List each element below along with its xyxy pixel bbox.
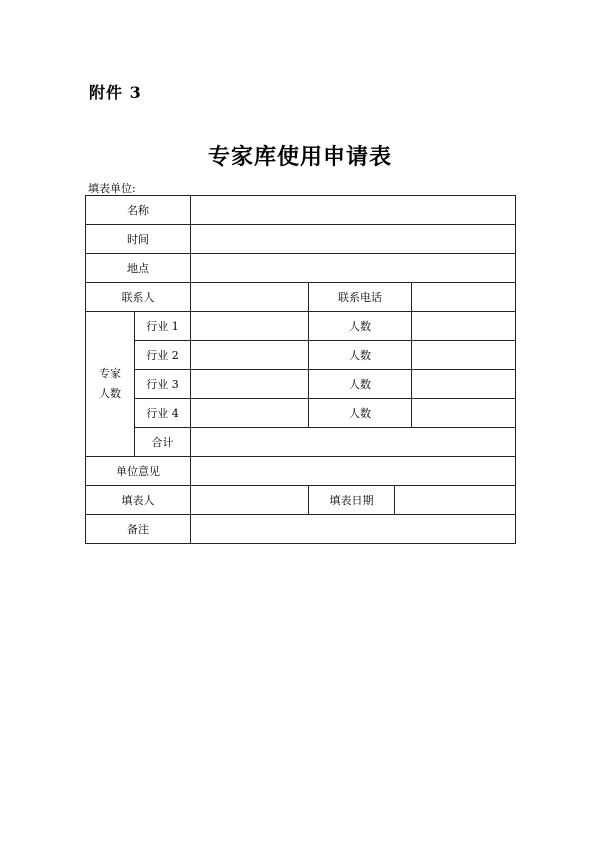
- row-industry-1: [86, 312, 516, 341]
- row-time: [86, 225, 516, 254]
- attachment-label: 附件 3: [89, 83, 142, 102]
- row-contact: [86, 283, 516, 312]
- industry-2-field[interactable]: [191, 341, 309, 370]
- industry-4-field[interactable]: [191, 399, 309, 428]
- industry-1-field[interactable]: [191, 312, 309, 341]
- row-remarks: [86, 515, 516, 544]
- contact-field[interactable]: [191, 283, 309, 312]
- contact-label: 联系人: [86, 283, 191, 312]
- industry-3-count-label: 人数: [309, 370, 412, 399]
- industry-4-count-label: 人数: [309, 399, 412, 428]
- total-field[interactable]: [191, 428, 516, 457]
- application-form-table: [85, 195, 516, 544]
- remarks-label: 备注: [86, 515, 191, 544]
- contact-phone-field[interactable]: [412, 283, 516, 312]
- fill-date-label: 填表日期: [309, 486, 395, 515]
- industry-1-count-label: 人数: [309, 312, 412, 341]
- filler-label: 填表人: [86, 486, 191, 515]
- expert-count-label: [86, 312, 135, 457]
- place-field[interactable]: [191, 254, 516, 283]
- expert-count-label-line2: 人数: [99, 387, 121, 400]
- row-place: [86, 254, 516, 283]
- name-field[interactable]: [191, 196, 516, 225]
- remarks-field[interactable]: [191, 515, 516, 544]
- name-label: 名称: [86, 196, 191, 225]
- time-field[interactable]: [191, 225, 516, 254]
- fill-unit-label: 填表单位:: [88, 182, 136, 195]
- row-filler: [86, 486, 516, 515]
- industry-2-count-field[interactable]: [412, 341, 516, 370]
- industry-2-count-label: 人数: [309, 341, 412, 370]
- industry-2-label: 行业 2: [135, 341, 191, 370]
- row-industry-2: [86, 341, 516, 370]
- unit-opinion-field[interactable]: [191, 457, 516, 486]
- filler-field[interactable]: [191, 486, 309, 515]
- row-industry-3: [86, 370, 516, 399]
- time-label: 时间: [86, 225, 191, 254]
- industry-4-count-field[interactable]: [412, 399, 516, 428]
- industry-3-field[interactable]: [191, 370, 309, 399]
- fill-date-field[interactable]: [395, 486, 516, 515]
- row-total: [86, 428, 516, 457]
- unit-opinion-label: 单位意见: [86, 457, 191, 486]
- industry-3-label: 行业 3: [135, 370, 191, 399]
- industry-1-count-field[interactable]: [412, 312, 516, 341]
- industry-4-label: 行业 4: [135, 399, 191, 428]
- expert-count-label-line1: 专家: [99, 367, 121, 380]
- row-industry-4: [86, 399, 516, 428]
- contact-phone-label: 联系电话: [309, 283, 412, 312]
- row-name: [86, 196, 516, 225]
- industry-3-count-field[interactable]: [412, 370, 516, 399]
- place-label: 地点: [86, 254, 191, 283]
- row-unit-opinion: [86, 457, 516, 486]
- total-label: 合计: [135, 428, 191, 457]
- page-title: 专家库使用申请表: [207, 144, 392, 170]
- industry-1-label: 行业 1: [135, 312, 191, 341]
